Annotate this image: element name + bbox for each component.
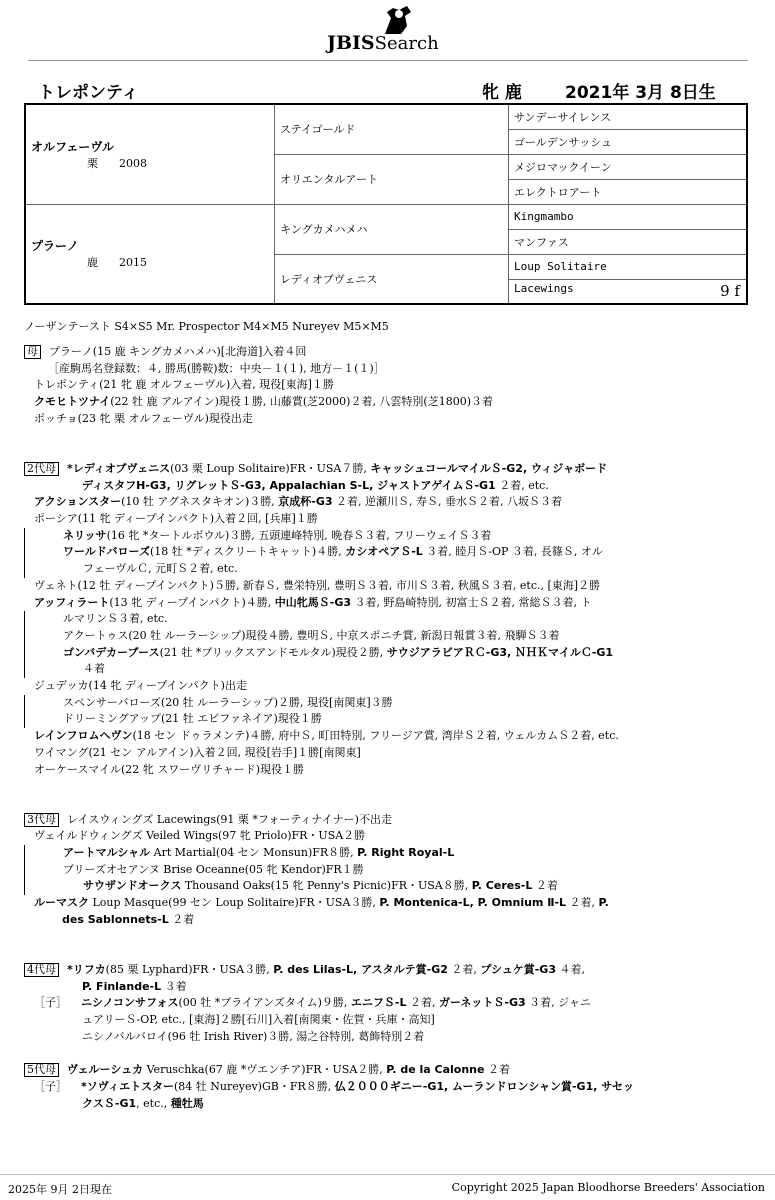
horse-highlight[interactable]: *レディオブヴェニス xyxy=(67,461,171,475)
g2-sire-sire[interactable]: ステイゴールド xyxy=(275,104,509,154)
horse-highlight[interactable]: P. des Lilas-L, アスタルテ賞-G2 xyxy=(273,962,448,976)
horse-highlight[interactable]: 種牡馬 xyxy=(170,1096,204,1110)
horse-highlight[interactable]: des Sablonnets-L xyxy=(62,912,169,926)
footer-divider xyxy=(0,1174,775,1175)
line-text: ２着, etc. xyxy=(495,478,549,492)
dam-cell xyxy=(25,204,275,304)
line-text: (13 牝 ディープインパクト)４勝, xyxy=(109,595,275,609)
horse-highlight[interactable]: アクションスター xyxy=(34,495,122,509)
horse-highlight[interactable]: アートマルシャル xyxy=(63,846,151,860)
line-text: トレポンティ(21 牝 鹿 オルフェーヴル)入着, 現役[東海]１勝 xyxy=(34,378,334,392)
horse-highlight[interactable]: ガーネットＳ-G3 xyxy=(438,996,526,1010)
spacer xyxy=(24,945,754,962)
sex-color: 牝 鹿 xyxy=(482,83,522,103)
horse-highlight[interactable]: 仏２０００ギニー-G1, ムーランドロンシャン賞-G1, サセッ xyxy=(334,1079,635,1093)
dam-color: 鹿 xyxy=(87,256,98,270)
line-text: フェーヴルＣ, 元町Ｓ２着, etc. xyxy=(83,562,238,576)
line-text: ポッチョ(23 牝 栗 オルフェーヴル)現役出走 xyxy=(34,411,253,425)
line-text: (84 牡 Nureyev)GB・FR８勝, xyxy=(173,1079,335,1093)
g3-6[interactable]: Loup Solitaire xyxy=(509,254,748,279)
footer-copyright: Copyright 2025 Japan Bloodhorse Breeders' Association xyxy=(451,1181,765,1194)
horse-highlight[interactable]: *リフカ xyxy=(67,962,106,976)
line-text: ニシノバルバロイ(96 牡 Irish River)３勝, 湯之谷特別, 葛飾特別２着 xyxy=(82,1029,425,1043)
footer-date: 2025年 9月 2日現在 xyxy=(8,1183,112,1196)
jbis-logo[interactable] xyxy=(327,4,467,54)
g3-5[interactable]: マンファス xyxy=(509,229,748,254)
family-line xyxy=(24,344,754,361)
line-text: , etc., xyxy=(136,1096,171,1110)
sire-cell xyxy=(25,104,275,204)
horse-highlight[interactable]: P. xyxy=(598,896,609,910)
line-text: (10 牡 アグネスタキオン)３勝, xyxy=(121,495,279,509)
dam-year: 2015 xyxy=(118,256,147,270)
family-line xyxy=(24,661,754,678)
family-line xyxy=(24,478,754,495)
horse-highlight[interactable]: クモヒトツナイ xyxy=(34,395,111,409)
family-line xyxy=(24,862,754,879)
generation-tag: 母 xyxy=(24,345,41,359)
family-line xyxy=(24,511,754,528)
sire-year: 2008 xyxy=(118,156,147,170)
g2-dam-dam[interactable]: レディオブヴェニス xyxy=(275,254,509,304)
family-line xyxy=(24,762,754,779)
horse-highlight[interactable]: アッフィラート xyxy=(34,595,110,609)
line-text: ２着 xyxy=(532,879,558,893)
g3-2[interactable]: メジロマックイーン xyxy=(509,154,748,179)
generation-tag: 2代母 xyxy=(24,462,59,476)
family-line xyxy=(24,611,754,628)
family-line xyxy=(24,494,754,511)
line-text: Art Martial(04 セン Monsun)FR８勝, xyxy=(150,846,358,860)
g3-3[interactable]: エレクトロアート xyxy=(509,179,748,204)
line-text: ドリーミングアップ(21 牡 エピファネイア)現役１勝 xyxy=(63,712,322,726)
family-line xyxy=(24,528,754,545)
line-text: ヴェネト(12 牡 ディープインパクト)５勝, 新春Ｓ, 豊栄特別, 豊明Ｓ３着, 市川Ｓ３着, 秋風Ｓ３着, etc., [東海]２勝 xyxy=(34,578,601,592)
spacer xyxy=(24,778,754,795)
family-line xyxy=(24,711,754,728)
family-line xyxy=(24,544,754,561)
horse-highlight[interactable]: 中山牝馬Ｓ-G3 xyxy=(274,595,351,609)
g3-1[interactable]: ゴールデンサッシュ xyxy=(509,129,748,154)
horse-highlight[interactable]: 京成杯-G3 xyxy=(278,495,333,509)
horse-highlight[interactable]: レインフロムヘヴン xyxy=(34,729,133,743)
family-line xyxy=(24,878,754,895)
family-line xyxy=(24,578,754,595)
line-text: ２着 xyxy=(484,1063,510,1077)
offspring-marker: ［子］ xyxy=(34,1079,67,1093)
line-text: (18 セン ドゥラメンテ)４勝, 府中Ｓ, 町田特別, フリージア賞, 湾岸Ｓ２着, ウェルカムＳ２着, etc. xyxy=(132,729,619,743)
line-text: (22 牡 鹿 アルアイン)現役１勝, 山藤賞(芝2000)２着, 八雲特別(芝1800)３着 xyxy=(110,395,494,409)
line-text: ルマリンＳ３着, etc. xyxy=(63,612,168,626)
line-text: プラーノ(15 鹿 キングカメハメハ)[北海道]入着４回 xyxy=(49,345,307,358)
family-line xyxy=(24,1062,754,1079)
family-lines xyxy=(24,344,754,1112)
family-line xyxy=(24,695,754,712)
line-text: スペンサーバローズ(20 牡 ルーラーシップ)２勝, 現役[南関東]３勝 xyxy=(63,695,393,709)
horse-highlight[interactable]: エニフＳ-L xyxy=(350,996,407,1010)
family-line xyxy=(24,377,754,394)
line-text: (03 栗 Loup Solitaire)FR・USA７勝, xyxy=(170,461,371,475)
line-text: ２着 xyxy=(168,912,195,926)
family-line xyxy=(24,678,754,695)
horse-highlight[interactable]: クスＳ-G1 xyxy=(82,1096,137,1110)
spacer xyxy=(24,929,754,946)
family-line xyxy=(24,461,754,478)
line-text: オーケースマイル(22 牝 スワーヴリチャード)現役１勝 xyxy=(34,762,305,776)
horse-highlight[interactable]: カシオペアＳ-L xyxy=(345,545,423,559)
family-line xyxy=(24,1096,754,1113)
sire-color: 栗 xyxy=(87,156,98,170)
family-line xyxy=(24,728,754,745)
line-text: ュアリーＳ-OP, etc., [東海]２勝[石川]入着[南関東・佐賀・兵庫・高知] xyxy=(82,1013,435,1027)
line-text: (18 牡 *ディスクリートキャット)４勝, xyxy=(150,545,346,559)
family-line xyxy=(24,812,754,829)
horse-name: トレポンティ xyxy=(38,83,139,103)
line-text: ジュデッカ(14 牝 ディープインパクト)出走 xyxy=(34,679,247,693)
generation-tag: 4代母 xyxy=(24,963,59,977)
line-text: (16 牝 *タートルボウル)３勝, 五頭連峰特別, 晩春Ｓ３着, フリーウェイＳ３着 xyxy=(106,528,492,542)
pedigree-table xyxy=(24,103,748,305)
line-text: ２着, 逆瀬川Ｓ, 寿Ｓ, 垂水Ｓ２着, 八坂Ｓ３着 xyxy=(332,495,562,509)
line-text: ３着 xyxy=(161,979,187,993)
dam-name[interactable]: プラーノ xyxy=(31,239,79,254)
line-text: ３着, ジャニ xyxy=(525,996,591,1010)
generation-tag: 3代母 xyxy=(24,813,59,827)
horse-highlight[interactable]: ヴェルーシュカ xyxy=(67,1063,144,1077)
family-line xyxy=(24,361,754,378)
family-line xyxy=(24,912,754,929)
horse-highlight[interactable]: サウザンドオークス xyxy=(83,879,182,893)
horse-highlight[interactable]: *ソヴィエトスター xyxy=(81,1079,174,1093)
line-text: Thousand Oaks(15 牝 Penny's Picnic)FR・USA８勝, xyxy=(181,879,472,893)
horse-highlight[interactable]: ニシノコンサフォス xyxy=(81,996,179,1010)
line-text: ３着, 野島崎特別, 初富士Ｓ２着, 常総Ｓ３着, ト xyxy=(351,595,592,609)
line-text: ４着 xyxy=(83,662,105,676)
line-text: ブリーズオセアンヌ Brise Oceanne(05 牝 Kendor)FR１勝 xyxy=(63,862,364,876)
birth-date: 2021年 3月 8日生 xyxy=(565,83,716,103)
spacer xyxy=(24,428,754,445)
offspring-marker: ［子］ xyxy=(34,996,67,1010)
line-text: ２着, xyxy=(447,962,481,976)
family-line xyxy=(24,995,754,1012)
family-line xyxy=(24,628,754,645)
family-line xyxy=(24,828,754,845)
line-text: ２着, xyxy=(406,996,439,1010)
horse-highlight[interactable]: P. Right Royal-L xyxy=(357,846,455,860)
family-line xyxy=(24,394,754,411)
line-text: Loup Masque(99 セン Loup Solitaire)FR・USA３勝, xyxy=(89,896,380,910)
line-text: (00 牡 *ブライアンズタイム)９勝, xyxy=(178,996,351,1010)
line-text: ［産駒馬名登録数：４, 勝馬(勝鞍)数：中央－１(１), 地方－１(１)］ xyxy=(48,361,385,375)
line-text: Veruschka(67 鹿 *ヴエンチア)FR・USA２勝, xyxy=(143,1063,387,1077)
header-divider xyxy=(28,60,748,61)
family-line xyxy=(24,595,754,612)
line-text: ２着, xyxy=(566,896,599,910)
g2-dam-sire[interactable]: キングカメハメハ xyxy=(275,204,509,254)
spacer xyxy=(24,1045,754,1062)
horse-highlight[interactable]: ネリッサ xyxy=(63,528,107,542)
line-text: レイスウィングズ Lacewings(91 栗 *フォーティナイナー)不出走 xyxy=(67,812,392,826)
horse-highlight[interactable]: P. Finlande-L xyxy=(82,979,162,993)
horse-highlight[interactable]: キャッシュコールマイルＳ-G2, ウィジャボード xyxy=(370,461,608,475)
horse-highlight[interactable]: ディスタフH-G3, リグレットＳ-G3, Appalachian S-L, ジャストアゲイムＳ-G1 xyxy=(82,478,496,492)
logo-text: JBISSearch xyxy=(327,32,439,54)
sire-name[interactable]: オルフェーヴル xyxy=(31,139,115,154)
generation-tag: 5代母 xyxy=(24,1063,59,1077)
line-text: ４着, xyxy=(555,962,585,976)
horse-highlight[interactable]: サウジアラビアＲＣ-G3, ＮＨＫマイルＣ-G1 xyxy=(386,645,614,659)
family-line xyxy=(24,1079,754,1096)
horse-highlight[interactable]: プシュケ賞-G3 xyxy=(480,962,556,976)
line-text: アクートゥス(20 牡 ルーラーシップ)現役４勝, 豊明Ｓ, 中京スポニチ賞, 新潟日報賞３着, 飛騨Ｓ３着 xyxy=(63,628,560,642)
g2-sire-dam[interactable]: オリエンタルアート xyxy=(275,154,509,204)
horse-highlight[interactable]: ゴンバデカーブース xyxy=(63,645,160,659)
family-line xyxy=(24,979,754,996)
g3-7-cell xyxy=(509,279,748,304)
g3-0[interactable]: サンデーサイレンス xyxy=(509,104,748,129)
line-text: ワイマング(21 セン アルアイン)入着２回, 現役[岩手]１勝[南関東] xyxy=(34,745,361,759)
g3-4[interactable]: Kingmambo xyxy=(509,204,748,229)
family-line xyxy=(24,962,754,979)
spacer xyxy=(24,795,754,812)
line-text: ポーシア(11 牝 ディープインパクト)入着２回, [兵庫]１勝 xyxy=(34,512,318,525)
line-text: ヴェイルドウィングズ Veiled Wings(97 牝 Priolo)FR・USA２勝 xyxy=(34,829,366,843)
g3-7[interactable]: Lacewings xyxy=(514,282,574,296)
horse-highlight[interactable]: P. de la Calonne xyxy=(386,1063,485,1077)
horse-highlight[interactable]: P. Ceres-L xyxy=(471,879,533,893)
horse-highlight[interactable]: ルーマスク xyxy=(34,896,89,910)
family-line xyxy=(24,745,754,762)
family-number: 9 f xyxy=(720,282,740,301)
line-text: (21 牡 *ブリックスアンドモルタル)現役２勝, xyxy=(159,645,387,659)
family-line xyxy=(24,895,754,912)
spacer xyxy=(24,444,754,461)
family-line xyxy=(24,1029,754,1046)
line-text: (85 栗 Lyphard)FR・USA３勝, xyxy=(105,962,274,976)
family-line xyxy=(24,411,754,428)
horse-highlight[interactable]: ワールドバローズ xyxy=(63,545,151,559)
horse-highlight[interactable]: P. Montenica-L, P. Omnium Ⅱ-L xyxy=(379,896,567,910)
line-text: ３着, 睦月Ｓ-OP ３着, 長篠Ｓ, オル xyxy=(422,545,603,559)
family-line xyxy=(24,1012,754,1029)
family-line xyxy=(24,845,754,862)
family-line xyxy=(24,561,754,578)
inbreeding-line: ノーザンテースト S4×S5 Mr. Prospector M4×M5 Nureyev M5×M5 xyxy=(24,320,389,333)
family-line xyxy=(24,645,754,662)
